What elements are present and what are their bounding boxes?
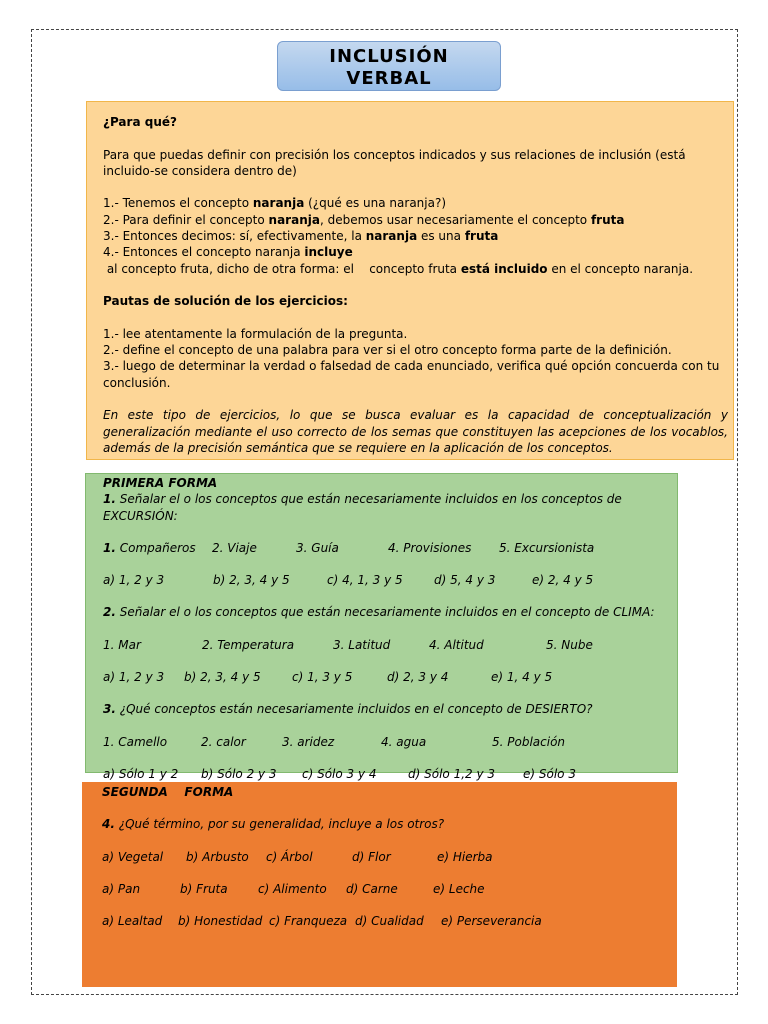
question-4-set-3: a) Lealtad b) Honestidad c) Franqueza d) Cualidad e) Perseverancia [102, 914, 542, 929]
question-3: 3. ¿Qué conceptos están necesariamente incluidos en el concepto de DESIERTO? [103, 702, 593, 717]
option-c: c) 4, 1, 3 y 5 [327, 573, 403, 588]
guideline-3: 3.- luego de determinar la verdad o falsedad de cada enunciado, verifica qué opción concuerda con tu conclusión. [103, 359, 720, 390]
option-b: b) 2, 3, 4 y 5 [213, 573, 290, 588]
intro-purpose: Para que puedas definir con precisión los conceptos indicados y sus relaciones de inclusión (está incluido-se considera dentro de) [103, 147, 686, 178]
option-d: d) 2, 3 y 4 [387, 670, 449, 685]
first-form-box [85, 473, 678, 781]
option-c: c) Sólo 3 y 4 [302, 766, 377, 781]
question-1: 1. Señalar el o los conceptos que están necesariamente incluidos en los conceptos de EXCURSIÓN: [103, 492, 622, 523]
intro-step-1: 1.- Tenemos el concepto naranja (¿qué es una naranja?) [103, 196, 447, 211]
option-c: c) 1, 3 y 5 [292, 670, 353, 685]
question-3-items: 1. Camello 2. calor 3. aridez 4. agua 5. Población [103, 734, 566, 749]
guidelines-heading: Pautas de solución de los ejercicios: [103, 294, 348, 309]
intro-step-3: 3.- Entonces decimos: sí, efectivamente, la naranja es una fruta [103, 229, 499, 244]
question-4-set-2: a) Pan b) Fruta c) Alimento d) Carne e) Leche [102, 881, 485, 896]
intro-step-4: 4.- Entonces el concepto naranja incluye al concepto fruta, dicho de otra forma: el concepto fruta está incluido en el concepto naranja. [103, 245, 694, 276]
option-d: d) 5, 4 y 3 [434, 573, 496, 588]
intro-note: En este tipo de ejercicios, lo que se busca evaluar es la capacidad de conceptualización y generalización mediante el uso correcto de los semas que constituyen las acepciones de los vocablos, además de la precisión semántica que se requiere en la aplicación de los conceptos. [103, 408, 728, 455]
guideline-2: 2.- define el concepto de una palabra para ver si el otro concepto forma parte de la definición. [103, 343, 672, 358]
question-4: 4. ¿Qué término, por su generalidad, incluye a los otros? [102, 817, 445, 832]
page-title [277, 41, 501, 91]
question-1-items: 1. Compañeros 2. Viaje 3. Guía 4. Provisiones 5. Excursionista [103, 540, 595, 555]
intro-heading: ¿Para qué? [103, 115, 177, 129]
option-b: b) Sólo 2 y 3 [201, 766, 277, 781]
option-a: a) Sólo 1 y 2 [103, 766, 179, 781]
question-4-set-1: a) Vegetal b) Arbusto c) Árbol d) Flor e) Hierba [102, 849, 493, 864]
option-d: d) Sólo 1,2 y 3 [408, 766, 496, 781]
title-line-1: INCLUSIÓN [329, 46, 449, 67]
intro-box [86, 101, 734, 460]
question-2-options [103, 669, 672, 685]
second-form-heading: SEGUNDA FORMA [102, 785, 234, 799]
option-e: e) 1, 4 y 5 [491, 670, 553, 685]
option-e: e) Sólo 3 [523, 766, 576, 781]
second-form-box [82, 782, 677, 987]
option-b: b) 2, 3, 4 y 5 [184, 670, 261, 685]
title-line-2: VERBAL [346, 68, 432, 89]
question-2: 2. Señalar el o los conceptos que están necesariamente incluidos en el concepto de CLIMA: [103, 605, 655, 620]
question-1-options [103, 572, 672, 588]
intro-step-2: 2.- Para definir el concepto naranja, debemos usar necesariamente el concepto fruta [103, 212, 625, 227]
first-form-heading: PRIMERA FORMA [103, 476, 218, 490]
question-2-items: 1. Mar 2. Temperatura 3. Latitud 4. Altitud 5. Nube [103, 637, 593, 652]
option-a: a) 1, 2 y 3 [103, 573, 165, 588]
question-3-options [103, 766, 672, 782]
option-e: e) 2, 4 y 5 [532, 573, 594, 588]
guideline-1: 1.- lee atentamente la formulación de la pregunta. [103, 326, 408, 341]
option-a: a) 1, 2 y 3 [103, 670, 165, 685]
